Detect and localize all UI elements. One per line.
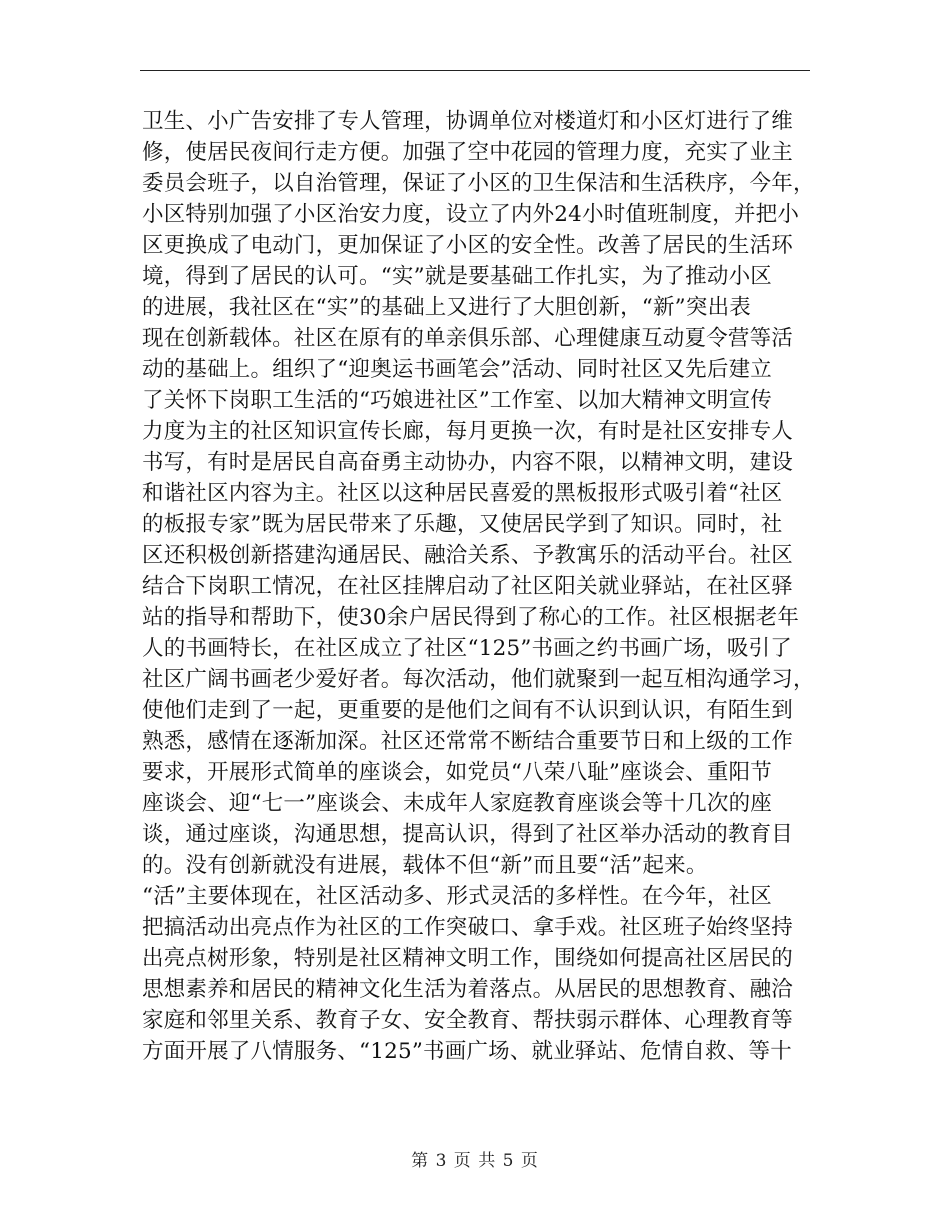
text-line: 和谐社区内容为主。社区以这种居民喜爱的黑板报形式吸引着“社区 <box>142 481 783 506</box>
text-line: 谈，通过座谈，沟通思想，提高认识，得到了社区举办活动的教育目 <box>142 822 794 847</box>
text-line: 区还积极创新搭建沟通居民、融洽关系、予教寓乐的活动平台。社区 <box>142 543 794 568</box>
page-footer <box>0 1146 950 1171</box>
text-line: 修，使居民夜间行走方便。加强了空中花园的管理力度，充实了业主 <box>142 140 794 165</box>
text-line: 的板报专家”既为居民带来了乐趣，又使居民学到了知识。同时，社 <box>142 512 783 537</box>
text-line: 现在创新载体。社区在原有的单亲俱乐部、心理健康互动夏令营等活 <box>142 326 794 351</box>
text-line: 熟悉，感情在逐渐加深。社区还常常不断结合重要节日和上级的工作 <box>142 729 794 754</box>
text-line: 动的基础上。组织了“迎奥运书画笔会”活动、同时社区又先后建立 <box>142 357 772 382</box>
text-line: 人的书画特长，在社区成立了社区“125”书画之约书画广场，吸引了 <box>142 636 792 661</box>
text-line: 要求，开展形式简单的座谈会，如党员“八荣八耻”座谈会、重阳节 <box>142 760 772 785</box>
header-rule <box>140 70 810 71</box>
text-line: 思想素养和居民的精神文化生活为着落点。从居民的思想教育、融洽 <box>142 977 794 1002</box>
text-line: 结合下岗职工情况，在社区挂牌启动了社区阳关就业驿站，在社区驿 <box>142 574 794 599</box>
text-line: 力度为主的社区知识宣传长廊，每月更换一次，有时是社区安排专人 <box>142 419 794 444</box>
text-line: 家庭和邻里关系、教育子女、安全教育、帮扶弱示群体、心理教育等 <box>142 1008 794 1033</box>
text-line: 区更换成了电动门，更加保证了小区的安全性。改善了居民的生活环 <box>142 233 794 258</box>
text-line: 方面开展了八情服务、“125”书画广场、就业驿站、危情自救、等十 <box>142 1039 792 1064</box>
text-line: 小区特别加强了小区治安力度，设立了内外24小时值班制度，并把小 <box>142 202 800 227</box>
text-line: 座谈会、迎“七一”座谈会、未成年人家庭教育座谈会等十几次的座 <box>142 791 772 816</box>
text-line: 的进展，我社区在“实”的基础上又进行了大胆创新，“新”突出表 <box>142 295 751 320</box>
text-line: 境，得到了居民的认可。“实”就是要基础工作扎实，为了推动小区 <box>142 264 772 289</box>
text-line: 社区广阔书画老少爱好者。每次活动，他们就聚到一起互相沟通学习， <box>142 667 815 692</box>
body-text <box>142 106 815 1067</box>
text-line: 卫生、小广告安排了专人管理，协调单位对楼道灯和小区灯进行了维 <box>142 109 794 134</box>
text-line: 书写，有时是居民自高奋勇主动协办，内容不限，以精神文明，建设 <box>142 450 794 475</box>
text-line: 了关怀下岗职工生活的“巧娘进社区”工作室、以加大精神文明宣传 <box>142 388 772 413</box>
text-line: “活”主要体现在，社区活动多、形式灵活的多样性。在今年，社区 <box>142 884 772 909</box>
text-line: 委员会班子，以自治管理，保证了小区的卫生保洁和生活秩序，今年， <box>142 171 815 196</box>
text-line: 的。没有创新就没有进展，载体不但“新”而且要“活”起来。 <box>142 853 708 878</box>
text-line: 使他们走到了一起，更重要的是他们之间有不认识到认识，有陌生到 <box>142 698 794 723</box>
page-number-label: 第 3 页 共 5 页 <box>411 1151 539 1171</box>
text-line: 把搞活动出亮点作为社区的工作突破口、拿手戏。社区班子始终坚持 <box>142 915 794 940</box>
text-line: 站的指导和帮助下，使30余户居民得到了称心的工作。社区根据老年 <box>142 605 800 630</box>
text-line: 出亮点树形象，特别是社区精神文明工作，围绕如何提高社区居民的 <box>142 946 794 971</box>
